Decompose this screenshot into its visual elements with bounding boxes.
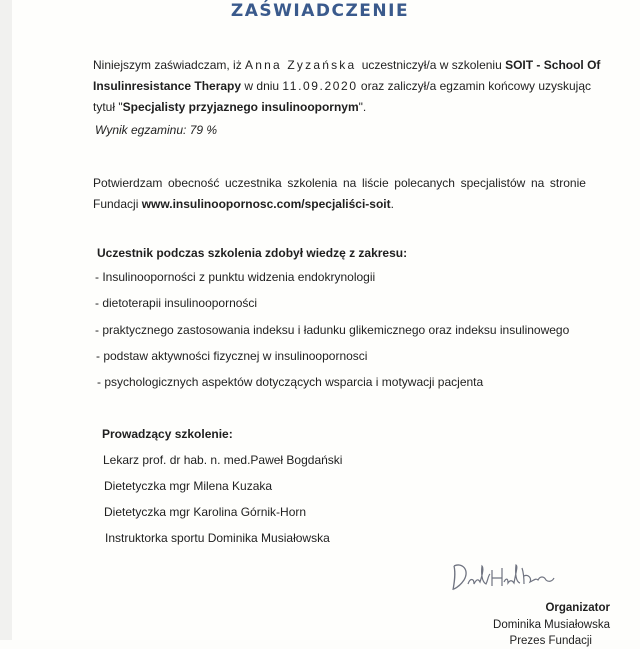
document-title: ZAŚWIADCZENIE: [230, 1, 410, 21]
course-name: SOIT - School Of: [505, 58, 601, 72]
confirmation-line-1: Potwierdzam obecność uczestnika szkolenia na liście polecanych specjalistów na stronie: [93, 176, 586, 190]
instructors-heading: Prowadzący szkolenie:: [102, 427, 233, 441]
knowledge-heading: Uczestnik podczas szkolenia zdobył wiedzę z zakresu:: [97, 246, 408, 260]
confirmation-line-2: Fundacji www.insulinoopornosc.com/specjaliści-soit.: [93, 197, 394, 211]
intro-line-2: Insulinresistance Therapy w dniu 11.09.2020 oraz zaliczył/a egzamin końcowy uzyskując: [93, 79, 592, 93]
knowledge-item: - podstaw aktywności fizycznej w insulinoopornosci: [96, 349, 368, 363]
knowledge-item: - dietoterapii insulinooporności: [95, 296, 258, 310]
organizer-name: Dominika Musiałowska: [493, 619, 610, 631]
instructor-item: Lekarz prof. dr hab. n. med.Paweł Bogdański: [103, 453, 343, 467]
signature-icon: [448, 556, 558, 596]
intro-line-3: tytuł "Specjalisty przyjaznego insulinoopornym".: [93, 100, 367, 114]
specialists-url[interactable]: www.insulinoopornosc.com/specjaliści-soit: [141, 197, 391, 211]
confirmation-paragraph: [93, 173, 598, 215]
organizer-label: Organizator: [545, 602, 610, 614]
scan-edge: [0, 0, 12, 640]
intro-line-1: Niniejszym zaświadczam, iż Anna Zyzańska uczestniczył/a w szkoleniu SOIT - School Of: [93, 58, 601, 72]
knowledge-item: - psychologicznych aspektów dotyczących wsparcia i motywacji pacjenta: [97, 375, 484, 389]
exam-result: Wynik egzaminu: 79 %: [95, 123, 218, 137]
awarded-title: Specjalisty przyjaznego insulinoopornym: [122, 100, 359, 114]
course-date: 11.09.2020: [282, 79, 358, 93]
instructor-item: Dietetyczka mgr Milena Kuzaka: [104, 479, 273, 493]
participant-name: Anna Zyzańska: [245, 58, 357, 72]
intro-paragraph: [93, 55, 601, 118]
knowledge-item: - praktycznego zastosowania indeksu i ładunku glikemicznego oraz indeksu insulinowego: [95, 323, 570, 337]
instructor-item: Instruktorka sportu Dominika Musiałowska: [105, 531, 330, 545]
organizer-role: Prezes Fundacji: [509, 635, 592, 647]
instructor-item: Dietetyczka mgr Karolina Górnik-Horn: [104, 505, 307, 519]
knowledge-item: - Insulinooporności z punktu widzenia endokrynologii: [95, 270, 376, 284]
